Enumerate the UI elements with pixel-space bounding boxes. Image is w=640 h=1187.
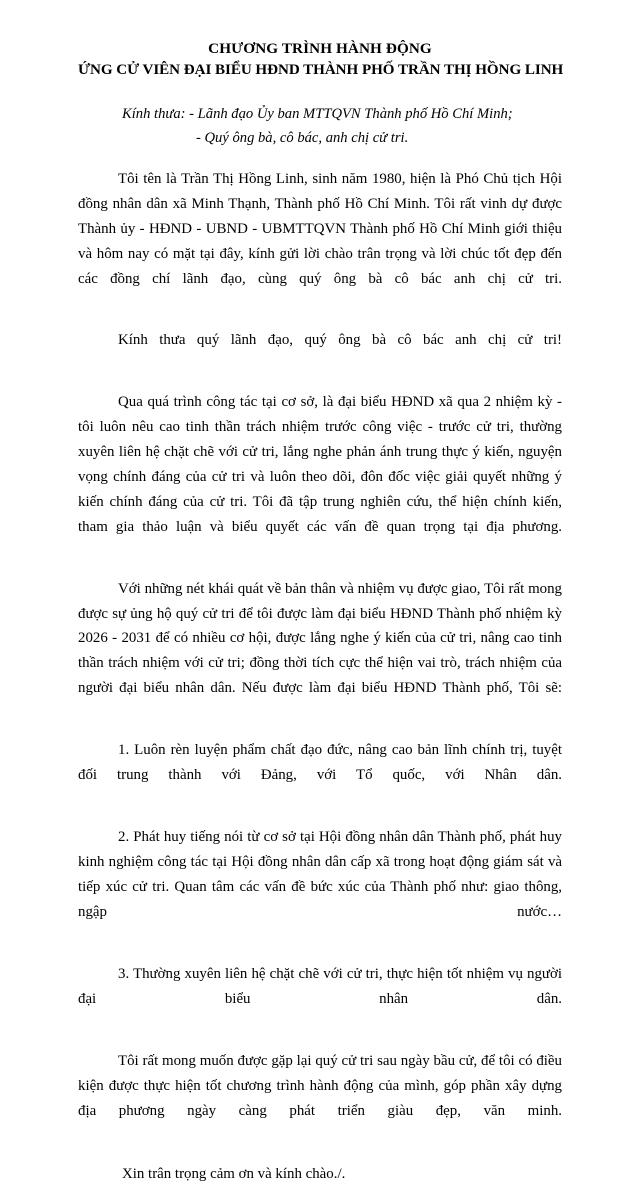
paragraph-greeting: Kính thưa quý lãnh đạo, quý ông bà cô bác anh chị cử tri! — [118, 332, 562, 348]
paragraph-point-2: 2. Phát huy tiếng nói từ cơ sở tại Hội đồng nhân dân Thành phố, phát huy kinh nghiệm công tác tại Hội đồng nhân dân cấp xã trong hoạt động giám sát và tiếp xúc cử tri. Quan tâm các vấn đề bức xúc của Thành phố như: giao thông, ngập nước… — [78, 829, 562, 921]
paragraph-experience: Qua quá trình công tác tại cơ sở, là đại biểu HĐND xã qua 2 nhiệm kỳ - tôi luôn nêu cao tinh thần trách nhiệm trước công việc - trước cử tri, thường xuyên liên hệ chặt chẽ với cử tri, lắng nghe phản ánh trung thực ý kiến, nguyện vọng chính đáng của cử tri và luôn theo dõi, đôn đốc việc giải quyết những ý kiến chính đáng của cử tri. Tôi đã tập trung nghiên cứu, thể hiện chính kiến, tham gia thảo luận và biểu quyết các vấn đề quan trọng tại địa phương. — [78, 393, 562, 535]
salutation-block — [78, 103, 562, 150]
document-title — [78, 38, 562, 81]
title-line-primary: CHƯƠNG TRÌNH HÀNH ĐỘNG — [208, 40, 432, 57]
title-line-secondary: ỨNG CỬ VIÊN ĐẠI BIỂU HĐND THÀNH PHỐ TRẦN THỊ HỒNG LINH — [78, 61, 564, 78]
paragraph-point-3: 3. Thường xuyên liên hệ chặt chẽ với cử tri, thực hiện tốt nhiệm vụ người đại biểu nhân dân. — [78, 965, 562, 1007]
salutation-line-1: Kính thưa: - Lãnh đạo Ủy ban MTTQVN Thành phố Hồ Chí Minh; — [122, 106, 513, 122]
document-content — [78, 0, 562, 1187]
paragraph-point-1: 1. Luôn rèn luyện phẩm chất đạo đức, nâng cao bản lĩnh chính trị, tuyệt đối trung thành với Đảng, với Tổ quốc, với Nhân dân. — [78, 742, 562, 784]
paragraph-commitment-intro: Với những nét khái quát về bản thân và nhiệm vụ được giao, Tôi rất mong được sự ủng hộ quý cử tri để tôi được làm đại biểu HĐND Thành phố nhiệm kỳ 2026 - 2031 để có nhiều cơ hội, được lắng nghe ý kiến của cử tri, nâng cao tinh thần trách nhiệm với cử tri; đồng thời tích cực thể hiện vai trò, trách nhiệm của người đại biểu nhân dân. Nếu được làm đại biểu HĐND Thành phố, Tôi sẽ: — [78, 580, 562, 697]
salutation-line-2: - Quý ông bà, cô bác, anh chị cử tri. — [196, 129, 409, 146]
paragraph-intro: Tôi tên là Trần Thị Hồng Linh, sinh năm 1980, hiện là Phó Chủ tịch Hội đồng nhân dân xã Minh Thạnh, Thành phố Hồ Chí Minh. Tôi rất vinh dự được Thành ủy - HĐND - UBND - UBMTTQVN Thành phố Hồ Chí Minh giới thiệu và hôm nay có mặt tại đây, kính gửi lời chào trân trọng và lời chúc tốt đẹp đến các đồng chí lãnh đạo, cùng quý ông bà cô bác anh chị cử tri. — [78, 171, 562, 288]
closing-line: Xin trân trọng cảm ơn và kính chào./. — [122, 1165, 346, 1182]
paragraph-conclusion: Tôi rất mong muốn được gặp lại quý cử tri sau ngày bầu cử, để tôi có điều kiện được thực hiện tốt chương trình hành động của mình, góp phần xây dựng địa phương ngày càng phát triển giàu đẹp, văn minh. — [78, 1052, 562, 1119]
